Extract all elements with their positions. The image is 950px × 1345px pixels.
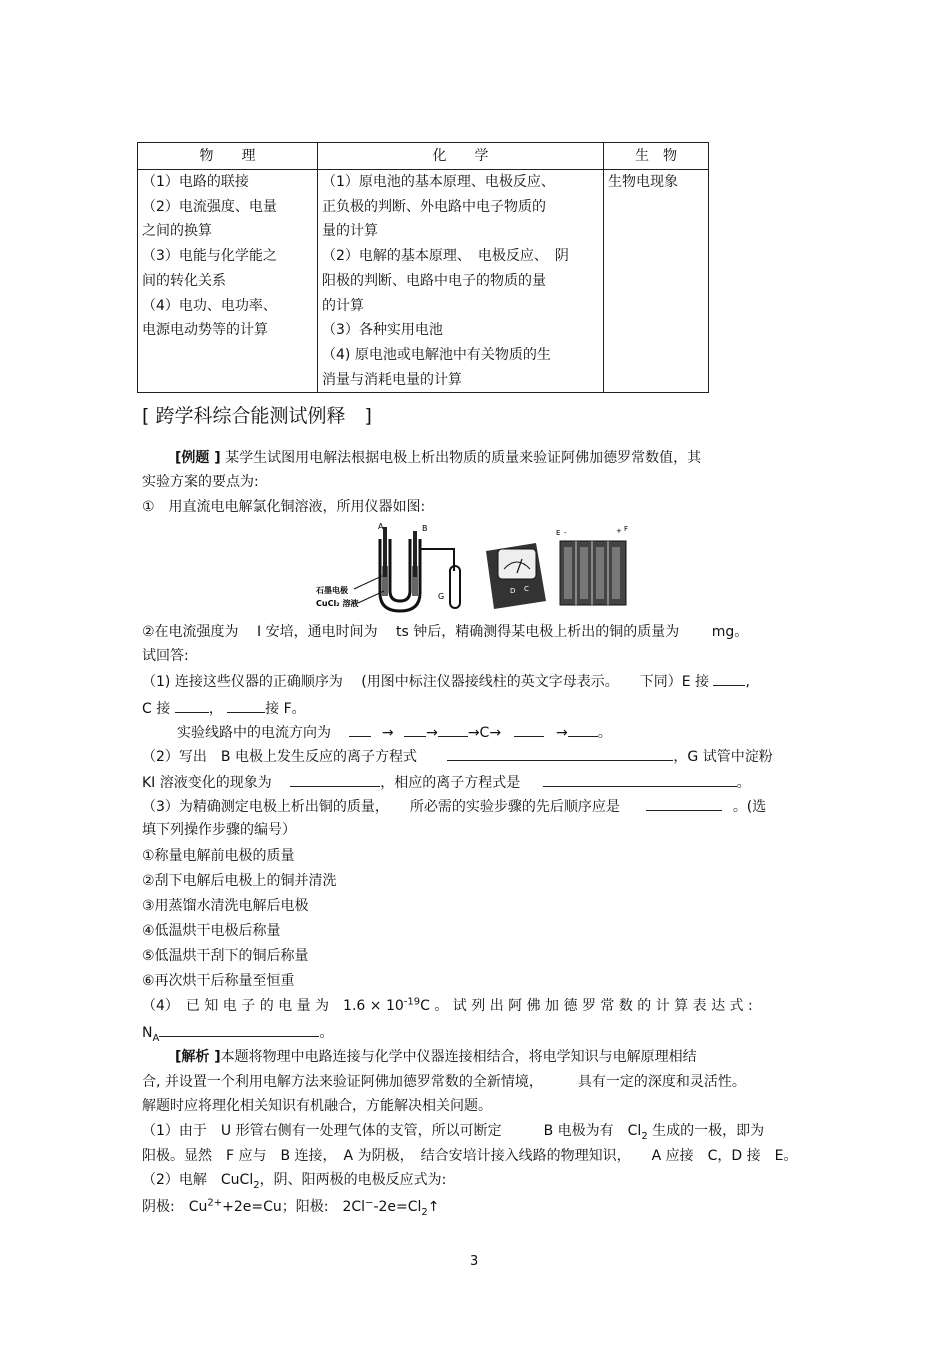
q3-text-end: 。(选 [732,799,767,815]
answer-blank[interactable] [568,722,598,737]
chemistry-line: 的计算 [322,297,364,314]
arrow: → [426,725,438,741]
option-4: ④低温烘干电极后称量 [142,923,281,939]
label-solution: CuCl₂ 溶液 [316,599,359,608]
analysis-tag: [解析 ] [175,1049,221,1065]
q1-direction-text: 实验线路中的电流方向为 [177,725,331,741]
arrow-c: →C→ [467,725,502,741]
label-minus: - [564,529,567,537]
battery [556,525,628,605]
header-physics: 物 理 [138,143,318,170]
q3-text: （3）为精确测定电极上析出铜的质量， 所必需的实验步骤的先后顺序应是 [142,799,620,815]
side-tube [420,549,454,571]
question-1-line2: C 接 ， 接 F。 [142,698,306,719]
test-tube-g [450,566,460,608]
example-intro-text: 某学生试图用电解法根据电极上析出物质的质量来验证阿佛加德罗常数值，其 [225,450,702,466]
ammeter [486,543,546,609]
electrode-b [413,531,417,577]
q2-end: 。 [736,775,751,791]
q4-n-sub: A [152,1032,160,1044]
analysis-line1 [175,1047,697,1067]
answer-blank[interactable] [349,722,371,737]
answer-blank[interactable] [438,722,468,737]
analysis-line4-sub: 2 [641,1130,648,1142]
analysis-line2: 合, 并设置一个利用电解方法来验证阿佛加德罗常数的全新情境， 具有一定的深度和灵活性。 [142,1074,746,1090]
subject-table [137,142,709,393]
anode-text: +2e=Cu；阳极: 2Cl [222,1199,366,1215]
label-d: D [510,587,516,595]
question-2-line1 [142,746,773,767]
question-3-line1 [142,796,766,817]
answer-prompt: 试回答: [142,648,189,664]
analysis-line7 [142,1197,440,1217]
answer-blank[interactable] [159,1022,319,1037]
anode-eq: -2e=Cl [373,1199,422,1215]
analysis-line6-text: （2）电解 CuCl [142,1172,254,1188]
answer-blank[interactable] [227,698,265,713]
q4-n: N [142,1025,153,1041]
answer-blank[interactable] [447,746,673,761]
biology-line: 生物电现象 [608,174,678,190]
analysis-line6-sub: 2 [253,1179,260,1191]
cl-charge: − [365,1197,374,1209]
cathode-text: 阴极: Cu [142,1199,208,1215]
q2-text-end: ，G 试管中淀粉 [673,749,773,765]
option-1: ①称量电解前电极的质量 [142,848,295,864]
electrode-a [383,527,387,577]
answer-blank[interactable] [514,722,544,737]
q4-text-rest: C 。 试 列 出 阿 佛 加 德 罗 常 数 的 计 算 表 达 式 : [420,998,753,1014]
chemistry-line: 量的计算 [322,223,378,240]
analysis-line6 [142,1170,446,1190]
step-2: ②在电流强度为 I 安培，通电时间为 ts 钟后，精确测得某电极上析出的铜的质量为 mg。 [142,624,749,640]
label-f: F [624,525,629,533]
example-tag: [例题 ] [175,450,221,466]
gas-arrow: ↑ [427,1199,440,1215]
answer-blank[interactable] [290,772,380,787]
cl2-sub: 2 [421,1206,428,1218]
q4-exponent: -19 [403,996,421,1008]
physics-line: 之间的换算 [142,223,212,240]
label-a: A [378,522,384,531]
chemistry-line: 阳极的判断、电路中电子的物质的量 [322,272,546,289]
example-intro [175,448,701,468]
header-chemistry: 化 学 [318,143,604,170]
label-c: C [524,585,529,593]
chemistry-line: （2）电解的基本原理、 电极反应、 阴 [322,248,569,265]
arrow: → [381,725,394,741]
answer-blank[interactable] [646,796,722,811]
label-plus: + [616,527,622,535]
option-3: ③用蒸馏水清洗电解后电极 [142,898,309,914]
physics-line: 电源电动势等的计算 [142,322,268,339]
chemistry-line: 正负极的判断、外电路中电子物质的 [322,198,546,215]
q1-text: （1) 连接这些仪器的正确顺序为 (用图中标注仪器接线柱的英文字母表示。 下同）E 接 [142,674,710,690]
answer-blank[interactable] [713,671,745,686]
question-1-line1: （1) 连接这些仪器的正确顺序为 (用图中标注仪器接线柱的英文字母表示。 下同）E 接 , [142,671,750,692]
analysis-line4-text: （1）由于 U 形管右侧有一处理气体的支管，所以可断定 B 电极为有 Cl [142,1123,642,1139]
physics-line: 间的转化关系 [142,272,226,289]
q2-equation-text: ，相应的离子方程式是 [380,775,521,791]
physics-line: （1）电路的联接 [142,174,249,190]
page-number: 3 [470,1254,479,1269]
arrow: → [555,725,568,741]
option-2: ②刮下电解后电极上的铜并清洗 [142,873,337,889]
q2-phenomenon-text: KI 溶液变化的现象为 [142,775,272,791]
chemistry-line: （4) 原电池或电解池中有关物质的生 [322,346,551,363]
question-1-line3 [177,722,612,743]
q1-f-text: 接 F。 [265,701,306,717]
analysis-line5: 阳极。显然 F 应与 B 连接， A 为阴极， 结合安培计接入线路的物理知识， A 应接 C，D 接 E。 [142,1148,798,1164]
cu-charge: 2+ [207,1197,223,1209]
analysis-line6-rest: ，阴、阳两极的电极反应式为: [259,1172,447,1188]
section-title: [ 跨学科综合能测试例释 ] [142,405,372,427]
q1-end: 。 [597,725,612,741]
analysis-line3: 解题时应将理化相关知识有机融合，方能解决相关问题。 [142,1098,492,1114]
label-g: G [438,592,445,601]
answer-blank[interactable] [404,722,426,737]
analysis-text: 本题将物理中电路连接与化学中仪器连接相结合，将电学知识与电解原理相结 [220,1049,697,1065]
analysis-line4-rest: 生成的一极，即为 [647,1123,765,1139]
example-intro-line2: 实验方案的要点为: [142,474,259,490]
physics-line: （3）电能与化学能之 [142,248,277,265]
option-5: ⑤低温烘干刮下的铜后称量 [142,948,309,964]
cell-physics [138,170,318,393]
q4-end: 。 [319,1025,334,1041]
physics-line: （2）电流强度、电量 [142,198,277,215]
answer-blank[interactable] [175,698,209,713]
q4-text: （4） 已 知 电 子 的 电 量 为 1.6 × 10 [142,998,404,1014]
question-4-line1 [142,996,753,1016]
label-b: B [422,524,428,533]
chemistry-line: （1）原电池的基本原理、电极反应、 [322,174,555,190]
header-biology: 生 物 [604,143,709,170]
physics-line: （4）电功、电功率、 [142,297,277,314]
cell-chemistry [318,170,604,393]
step-1: ① 用直流电电解氯化铜溶液，所用仪器如图: [142,499,426,515]
option-6: ⑥再次烘干后称量至恒重 [142,973,295,989]
chemistry-line: （3）各种实用电池 [322,322,443,339]
chemistry-line: 消量与消耗电量的计算 [322,371,462,388]
q1-c-text: C 接 [142,701,171,717]
apparatus-figure [314,521,632,615]
question-2-line2 [142,772,751,793]
q2-text: （2）写出 B 电极上发生反应的离子方程式 [142,749,417,765]
question-3-line2: 填下列操作步骤的编号） [142,822,296,838]
cell-biology [604,170,709,393]
question-4-line2 [142,1022,333,1043]
label-e: E [556,529,561,537]
answer-blank[interactable] [543,772,737,787]
analysis-line4 [142,1121,764,1141]
label-electrode: 石墨电极 [316,586,348,595]
